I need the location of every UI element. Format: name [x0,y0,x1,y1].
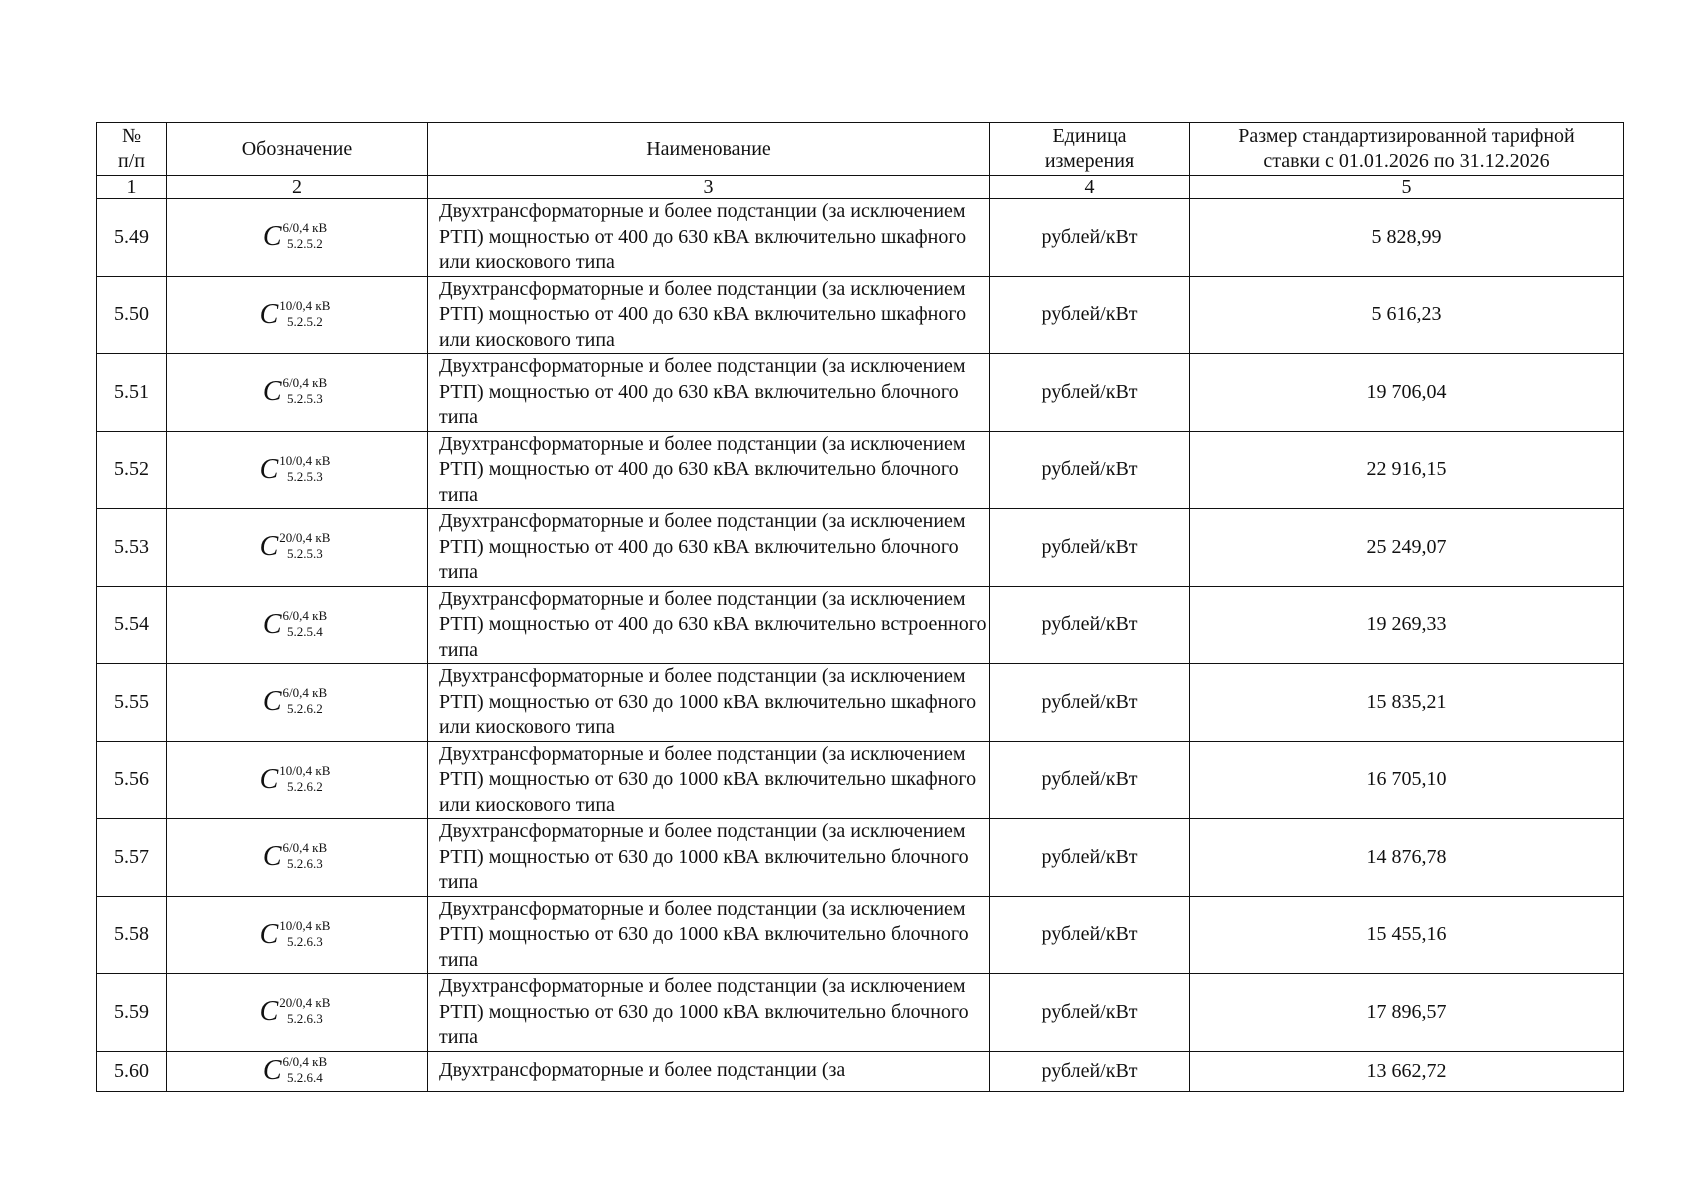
designation-cell [167,664,428,742]
item-name: Двухтрансформаторные и более подстанции (за исключением РТП) мощностью от 400 до 630 кВА включительно блочного типа [439,510,966,583]
unit-cell [990,896,1190,974]
rate-value: 19 706,04 [1366,380,1447,403]
symbol-scripts [279,532,330,561]
symbol-voltage: 6/0,4 кВ [282,1054,328,1069]
item-name: Двухтрансформаторные и более подстанции (за исключением РТП) мощностью от 400 до 630 кВА включительно шкафного или киоскового типа [439,277,967,351]
row-number-cell [97,354,167,432]
name-cell [428,509,990,587]
symbol-letter: C [259,918,279,950]
tariff-symbol [259,917,331,950]
header-name-text: Наименование [646,137,771,160]
table-row [97,1051,1624,1091]
rate-cell [1190,1051,1624,1091]
table-row [97,741,1624,819]
unit-cell [990,819,1190,897]
designation-cell [167,586,428,664]
symbol-index: 5.2.5.3 [286,546,323,562]
item-name: Двухтрансформаторные и более подстанции (за исключением РТП) мощностью от 630 до 1000 кВА включительно шкафного или киоскового типа [439,665,977,738]
header-no-text: № п/п [118,125,145,172]
column-number: 2 [167,176,428,199]
column-number: 1 [97,176,167,199]
name-cell [428,431,990,509]
rate-cell [1190,276,1624,354]
item-name: Двухтрансформаторные и более подстанции (за исключением РТП) мощностью от 400 до 630 кВА включительно блочного типа [439,355,966,428]
designation-cell [167,431,428,509]
rate-cell [1190,354,1624,432]
row-number-cell [97,586,167,664]
unit-cell [990,664,1190,742]
table-row [97,586,1624,664]
unit: рублей/кВт [1041,535,1138,558]
rate-cell [1190,896,1624,974]
tariff-symbol [262,607,328,640]
row-number-cell [97,1051,167,1091]
rate-cell [1190,741,1624,819]
header-designation-text: Обозначение [241,137,353,160]
name-cell [428,741,990,819]
symbol-voltage: 6/0,4 кВ [282,220,328,236]
designation-cell [167,819,428,897]
row-number: 5.51 [114,380,149,403]
symbol-scripts [283,842,328,871]
row-number-cell [97,509,167,587]
item-name: Двухтрансформаторные и более подстанции (за исключением РТП) мощностью от 630 до 1000 кВА включительно блочного типа [439,820,969,893]
item-name: Двухтрансформаторные и более подстанции (за исключением РТП) мощностью от 630 до 1000 кВА включительно блочного типа [439,975,969,1048]
symbol-letter: C [262,608,282,640]
table-row [97,354,1624,432]
symbol-scripts [279,297,331,329]
table-row [97,276,1624,354]
symbol-letter: C [262,841,282,873]
symbol-scripts [283,687,328,716]
tariff-symbol [260,997,331,1027]
item-name: Двухтрансформаторные и более подстанции (за исключением РТП) мощностью от 400 до 630 кВА включительно шкафного или киоскового типа [439,200,967,273]
name-cell [428,896,990,974]
tariff-rate-table [96,122,1624,1092]
row-number: 5.54 [114,613,149,636]
rate-value: 22 916,15 [1366,458,1447,481]
row-number-cell [97,431,167,509]
symbol-voltage: 6/0,4 кВ [282,375,328,391]
row-number-cell [97,974,167,1052]
designation-cell [167,276,428,354]
unit-cell [990,586,1190,664]
unit: рублей/кВт [1041,1059,1138,1082]
symbol-letter: C [259,453,279,485]
name-cell [428,1051,990,1091]
rate-value: 15 455,16 [1366,923,1447,946]
row-number: 5.49 [114,225,149,248]
column-number: 5 [1190,176,1624,199]
header-designation [167,123,428,176]
column-number: 3 [428,176,990,199]
row-number: 5.59 [114,1000,149,1023]
name-cell [428,199,990,277]
symbol-voltage: 6/0,4 кВ [282,607,328,623]
designation-cell [167,741,428,819]
unit: рублей/кВт [1041,458,1138,481]
symbol-voltage: 10/0,4 кВ [279,917,331,933]
name-cell [428,664,990,742]
row-number-cell [97,276,167,354]
unit: рублей/кВт [1041,690,1138,713]
designation-cell [167,896,428,974]
row-number-cell [97,819,167,897]
rate-value: 5 828,99 [1371,225,1442,248]
name-cell [428,974,990,1052]
row-number-cell [97,896,167,974]
unit: рублей/кВт [1041,613,1138,636]
unit-cell [990,741,1190,819]
symbol-scripts [279,997,330,1026]
symbol-scripts [283,1056,328,1085]
row-number: 5.50 [114,303,149,326]
table-row [97,431,1624,509]
header-unit [990,123,1190,176]
symbol-index: 5.2.5.4 [286,623,323,639]
row-number: 5.58 [114,923,149,946]
unit-cell [990,199,1190,277]
rate-value: 16 705,10 [1366,768,1447,791]
symbol-voltage: 10/0,4 кВ [279,762,331,778]
rate-cell [1190,586,1624,664]
rate-value: 13 662,72 [1366,1059,1447,1082]
rate-value: 14 876,78 [1366,845,1447,868]
symbol-index: 5.2.6.2 [286,778,323,794]
symbol-scripts [282,607,328,639]
row-number: 5.60 [114,1059,149,1082]
tariff-symbol [263,222,327,252]
tariff-symbol [259,297,331,330]
row-number: 5.55 [114,690,149,713]
designation-cell [167,974,428,1052]
tariff-symbol [260,532,331,562]
unit-cell [990,509,1190,587]
table-row [97,974,1624,1052]
symbol-letter: C [262,221,282,253]
item-name: Двухтрансформаторные и более подстанции (за исключением РТП) мощностью от 400 до 630 кВА включительно встроенного типа [439,587,987,661]
symbol-index: 5.2.6.3 [286,933,323,949]
unit-cell [990,354,1190,432]
symbol-letter: C [259,298,279,330]
symbol-voltage: 10/0,4 кВ [279,452,331,468]
symbol-letter: C [262,376,282,408]
rate-cell [1190,819,1624,897]
column-number: 4 [990,176,1190,199]
row-number: 5.52 [114,458,149,481]
tariff-symbol [263,1056,327,1086]
name-cell [428,586,990,664]
row-number-cell [97,199,167,277]
symbol-scripts [279,762,331,794]
row-number: 5.56 [114,768,149,791]
rate-cell [1190,509,1624,587]
table-body [97,199,1624,1092]
rate-value: 17 896,57 [1366,1000,1447,1023]
header-rate-text: Размер стандартизированной тарифной ставки с 01.01.2026 по 31.12.2026 [1238,125,1575,172]
row-number: 5.57 [114,845,149,868]
symbol-index: 5.2.6.4 [286,1070,323,1085]
rate-value: 5 616,23 [1371,303,1442,326]
designation-cell [167,1051,428,1091]
unit: рублей/кВт [1041,923,1138,946]
row-number-cell [97,741,167,819]
row-number-cell [97,664,167,742]
rate-value: 15 835,21 [1366,690,1447,713]
unit: рублей/кВт [1041,845,1138,868]
unit-cell [990,431,1190,509]
name-cell [428,276,990,354]
symbol-scripts [279,917,331,949]
tariff-symbol [263,377,327,407]
designation-cell [167,354,428,432]
table-row [97,896,1624,974]
symbol-voltage: 6/0,4 кВ [282,840,328,856]
symbol-letter: C [259,996,279,1028]
symbol-index: 5.2.5.2 [286,313,323,329]
tariff-symbol [259,452,331,485]
header-unit-text: Единица измерения [1044,125,1135,172]
header-rate [1190,123,1624,176]
symbol-letter: C [259,763,279,795]
symbol-index: 5.2.6.2 [286,701,323,717]
symbol-scripts [283,377,328,406]
symbol-index: 5.2.5.3 [286,468,323,484]
symbol-letter: C [262,686,282,718]
symbol-scripts [279,452,331,484]
rate-cell [1190,664,1624,742]
item-name: Двухтрансформаторные и более подстанции (за исключением РТП) мощностью от 630 до 1000 кВА включительно шкафного или киоскового типа [439,742,977,816]
unit-cell [990,1051,1190,1091]
unit: рублей/кВт [1041,303,1138,326]
symbol-voltage: 20/0,4 кВ [279,530,331,546]
column-number-row [97,176,1624,199]
header-no [97,123,167,176]
rate-cell [1190,431,1624,509]
tariff-symbol [263,687,327,717]
unit: рублей/кВт [1041,1000,1138,1023]
item-name: Двухтрансформаторные и более подстанции (за [439,1059,846,1082]
unit-cell [990,276,1190,354]
item-name: Двухтрансформаторные и более подстанции (за исключением РТП) мощностью от 400 до 630 кВА включительно блочного типа [439,432,966,506]
designation-cell [167,509,428,587]
tariff-symbol [263,842,327,872]
designation-cell [167,199,428,277]
symbol-index: 5.2.5.2 [286,236,323,252]
name-cell [428,819,990,897]
symbol-voltage: 6/0,4 кВ [282,685,328,701]
table-row [97,664,1624,742]
unit: рублей/кВт [1041,225,1138,248]
table-row [97,509,1624,587]
table-row [97,199,1624,277]
unit-cell [990,974,1190,1052]
header-name [428,123,990,176]
symbol-scripts [283,222,328,251]
symbol-index: 5.2.6.3 [286,856,323,872]
unit: рублей/кВт [1041,380,1138,403]
table-header-row [97,123,1624,176]
rate-cell [1190,974,1624,1052]
row-number: 5.53 [114,535,149,558]
item-name: Двухтрансформаторные и более подстанции (за исключением РТП) мощностью от 630 до 1000 кВА включительно блочного типа [439,897,969,971]
table-row [97,819,1624,897]
symbol-letter: C [262,1055,282,1086]
rate-value: 25 249,07 [1366,535,1447,558]
symbol-voltage: 10/0,4 кВ [279,297,331,313]
rate-cell [1190,199,1624,277]
symbol-voltage: 20/0,4 кВ [279,995,331,1011]
unit: рублей/кВт [1041,768,1138,791]
symbol-index: 5.2.5.3 [286,391,323,407]
symbol-letter: C [259,531,279,563]
symbol-index: 5.2.6.3 [286,1011,323,1027]
tariff-symbol [259,762,331,795]
rate-value: 19 269,33 [1366,613,1447,636]
name-cell [428,354,990,432]
